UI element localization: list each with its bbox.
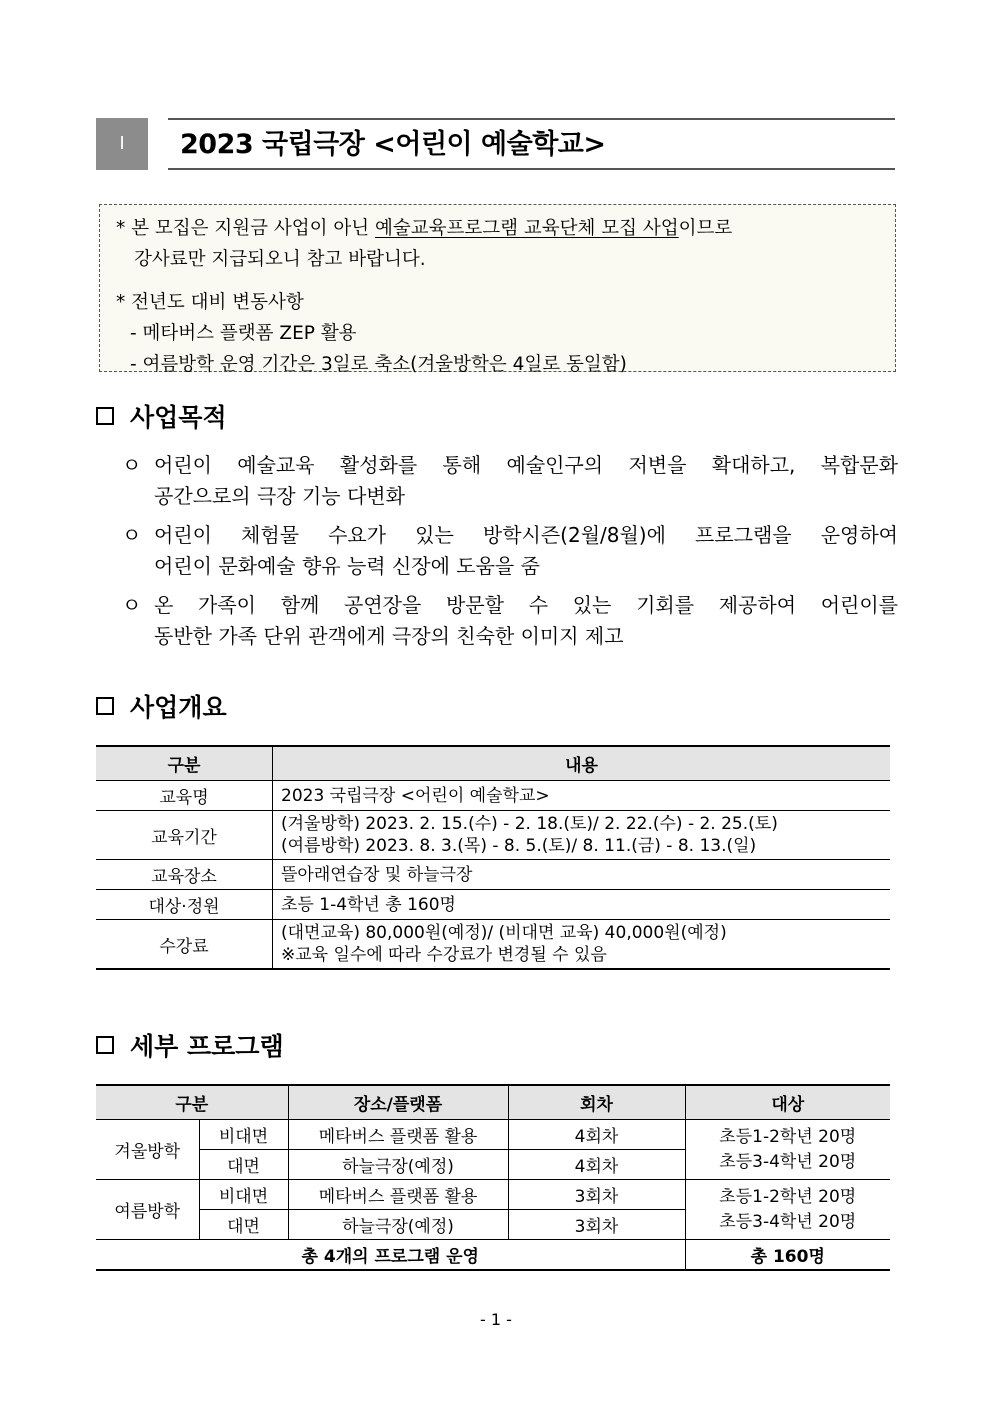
checkbox-square-icon (96, 697, 114, 715)
table-row: 수강료 (대면교육) 80,000원(예정)/ (비대면 교육) 40,000원(예정) ※교육 일수에 따라 수강료가 변경될 수 있음 (96, 920, 890, 970)
table-row: 교육기간 (겨울방학) 2023. 2. 15.(수) - 2. 18.(토)/ 2. 22.(수) - 2. 25.(토) (여름방학) 2023. 8. 3.(목) - 8. 5.(토)/ 8. 11.(금) - 8. 13.(일) (96, 811, 890, 860)
section-heading-purpose: 사업목적 (96, 398, 227, 434)
notice-line-2: 강사료만 지급되오니 참고 바랍니다. (134, 249, 426, 270)
table-row: 교육명 2023 국립극장 <어린이 예술학교> (96, 781, 890, 811)
table-total-row: 총 4개의 프로그램 운영 총 160명 (96, 1240, 890, 1271)
program-table (96, 1084, 890, 1271)
table-row: 겨울방학 비대면 메타버스 플랫폼 활용 4회차 초등1-2학년 20명 초등3-4학년 20명 (96, 1120, 890, 1150)
chapter-number: Ⅰ (96, 118, 148, 170)
notice-line-1: * 본 모집은 지원금 사업이 아닌 예술교육프로그램 교육단체 모집 사업이므로 (116, 218, 733, 239)
notice-box (99, 204, 896, 375)
checkbox-square-icon (96, 407, 114, 425)
bullet-circle-icon: ㅇ (122, 453, 142, 477)
bullet-circle-icon: ㅇ (122, 523, 142, 547)
title-rule-bottom (168, 168, 895, 170)
overview-table (96, 745, 890, 970)
bullet-circle-icon: ㅇ (122, 593, 142, 617)
page-title: 2023 국립극장 <어린이 예술학교> (180, 129, 606, 160)
table-row: 대면 하늘극장(예정) 4회차 (96, 1150, 890, 1180)
checkbox-square-icon (96, 1036, 114, 1054)
section-heading-overview: 사업개요 (96, 688, 227, 724)
table-row: 대상·정원 초등 1-4학년 총 160명 (96, 890, 890, 920)
table-header-row: 구분 장소/플랫폼 회차 대상 (96, 1085, 890, 1120)
purpose-bullets (118, 450, 898, 660)
page-number: - 1 - (480, 1310, 512, 1329)
section-heading-programs: 세부 프로그램 (96, 1027, 284, 1063)
table-row: 여름방학 비대면 메타버스 플랫폼 활용 3회차 초등1-2학년 20명 초등3-4학년 20명 (96, 1180, 890, 1210)
table-header-row: 구분 내용 (96, 746, 890, 781)
notice-line-3: * 전년도 대비 변동사항 (116, 292, 304, 313)
notice-line-4: - 메타버스 플랫폼 ZEP 활용 (130, 323, 357, 344)
table-row: 대면 하늘극장(예정) 3회차 (96, 1210, 890, 1240)
notice-line-5: - 여름방학 운영 기간은 3일로 축소(겨울방학은 4일로 동일함) (130, 354, 627, 375)
list-item: ㅇ 어린이 체험물 수요가 있는 방학시즌(2월/8월)에 프로그램을 운영하여 어린이 문화예술 향유 능력 신장에 도움을 줌 (118, 520, 898, 582)
list-item: ㅇ 어린이 예술교육 활성화를 통해 예술인구의 저변을 확대하고, 복합문화 공간으로의 극장 기능 다변화 (118, 450, 898, 512)
notice-emphasis: 예술교육프로그램 교육단체 모집 사업 (375, 218, 679, 239)
table-row: 교육장소 뜰아래연습장 및 하늘극장 (96, 860, 890, 890)
title-bar (96, 118, 895, 170)
list-item: ㅇ 온 가족이 함께 공연장을 방문할 수 있는 기회를 제공하여 어린이를 동반한 가족 단위 관객에게 극장의 친숙한 이미지 제고 (118, 590, 898, 652)
